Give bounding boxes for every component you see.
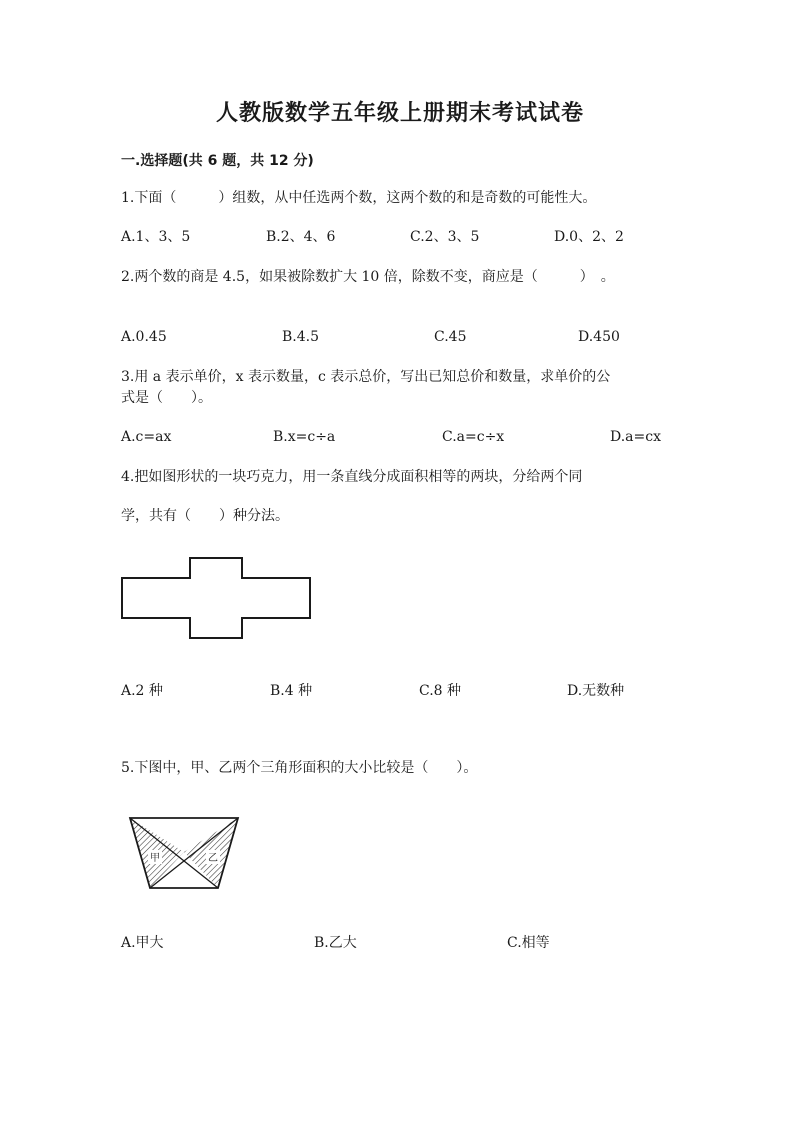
question-4-option-a[interactable]: A.2 种 (121, 683, 163, 699)
question-5-option-c[interactable]: C.相等 (507, 935, 550, 951)
page-title: 人教版数学五年级上册期末考试试卷 (215, 101, 584, 126)
question-2-option-a[interactable]: A.0.45 (121, 329, 167, 345)
question-3-text-line1: 3.用 a 表示单价，x 表示数量，c 表示总价，写出已知总价和数量，求单价的公 (121, 369, 611, 385)
cross-shape-figure (118, 556, 314, 642)
question-3-option-c[interactable]: C.a=c÷x (442, 429, 505, 445)
question-4-option-b[interactable]: B.4 种 (270, 683, 313, 699)
question-4-text-line2: 学，共有（ ）种分法。 (121, 508, 289, 524)
figure-label-yi: 乙 (208, 853, 218, 864)
question-3-option-a[interactable]: A.c=ax (121, 429, 172, 445)
question-4-option-c[interactable]: C.8 种 (419, 683, 462, 699)
question-4-option-d[interactable]: D.无数种 (567, 683, 625, 699)
question-1-option-b[interactable]: B.2、4、6 (266, 229, 336, 245)
question-2-option-d[interactable]: D.450 (578, 329, 620, 345)
section-heading: 一.选择题(共 6 题，共 12 分) (121, 153, 314, 169)
question-4-text-line1: 4.把如图形状的一块巧克力，用一条直线分成面积相等的两块，分给两个同 (121, 469, 583, 485)
question-3-text-line2: 式是（ ）。 (121, 390, 212, 406)
triangle-trapezoid-figure (126, 814, 242, 894)
question-5-text: 5.下图中，甲、乙两个三角形面积的大小比较是（ ）。 (121, 760, 478, 776)
question-1-text: 1.下面（ ）组数，从中任选两个数，这两个数的和是奇数的可能性大。 (121, 190, 597, 206)
question-5-option-b[interactable]: B.乙大 (314, 935, 357, 951)
question-1-option-d[interactable]: D.0、2、2 (554, 229, 624, 245)
question-1-option-a[interactable]: A.1、3、5 (121, 229, 191, 245)
figure-label-jia: 甲 (150, 853, 160, 864)
question-2-option-c[interactable]: C.45 (434, 329, 467, 345)
question-1-option-c[interactable]: C.2、3、5 (410, 229, 480, 245)
question-3-option-b[interactable]: B.x=c÷a (273, 429, 336, 445)
question-3-option-d[interactable]: D.a=cx (610, 429, 661, 445)
question-2-text: 2.两个数的商是 4.5，如果被除数扩大 10 倍，除数不变，商应是（ ） 。 (121, 269, 615, 285)
question-5-option-a[interactable]: A.甲大 (121, 935, 164, 951)
question-2-option-b[interactable]: B.4.5 (282, 329, 320, 345)
